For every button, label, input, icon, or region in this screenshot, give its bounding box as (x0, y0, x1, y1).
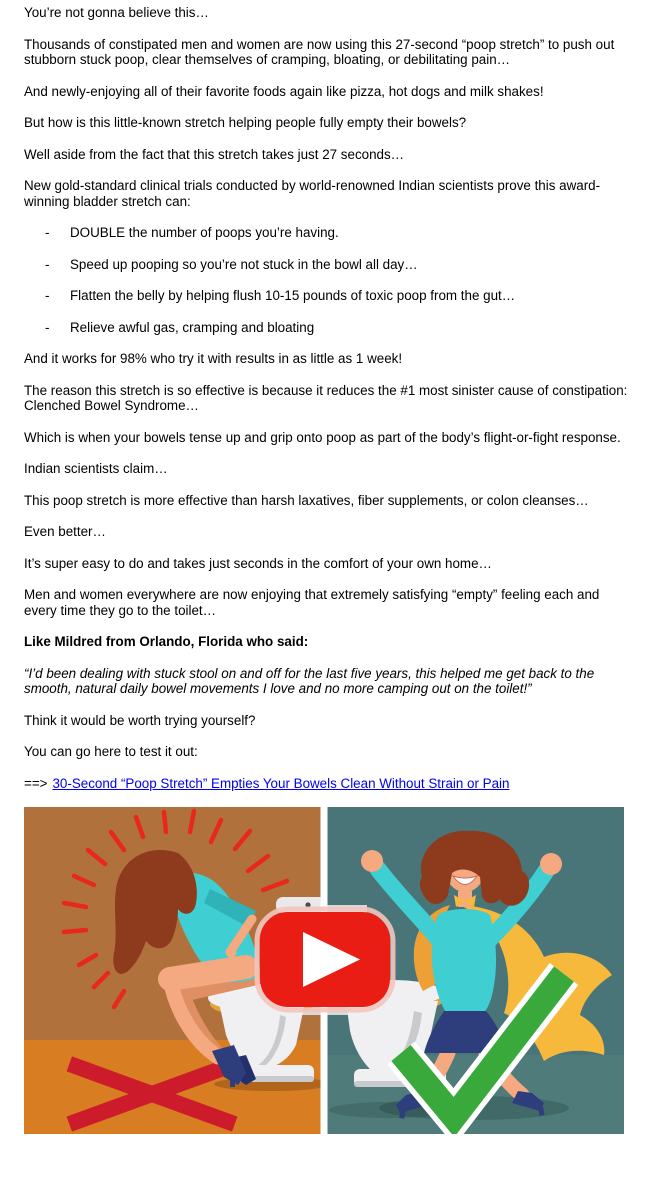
benefits-list (24, 225, 630, 335)
list-item (45, 288, 630, 304)
list-item-text: Flatten the belly by helping flush 10-15 pounds of toxic poop from the gut… (70, 288, 516, 303)
testimonial-quote: “I’d been dealing with stuck stool on and off for the last five years, this helped me get back to the smooth, natural daily bowel movements I love and no more camping out on the toilet!” (24, 665, 595, 696)
list-item-text: DOUBLE the number of poops you’re having. (70, 225, 339, 240)
cta-arrow: ==> (24, 775, 48, 791)
bullet-dash: - (45, 256, 50, 272)
paragraph-clinical-trials: New gold-standard clinical trials conducted by world-renowned Indian scientists prove this award-winning bladder stretch can: (24, 178, 601, 209)
testimonial-heading: Like Mildred from Orlando, Florida who said: (24, 634, 309, 649)
paragraph-bowels-tense: Which is when your bowels tense up and grip onto poop as part of the body’s flight-or-fight response. (24, 429, 621, 445)
list-item-text: Speed up pooping so you’re not stuck in the bowl all day… (70, 256, 418, 272)
paragraph-more-effective: This poop stretch is more effective than harsh laxatives, fiber supplements, or colon cleanses… (24, 492, 589, 508)
paragraph-worth-trying: Think it would be worth trying yourself? (24, 712, 256, 728)
paragraph-super-easy: It’s super easy to do and takes just seconds in the comfort of your own home… (24, 555, 492, 571)
paragraph-thousands: Thousands of constipated men and women are now using this 27-second “poop stretch” to push out stubborn stuck poop, clear themselves of cramping, bloating, or debilitating pain… (24, 36, 615, 67)
paragraph-reason: The reason this stretch is so effective is because it reduces the #1 most sinister cause of constipation: Clenched Bowel Syndrome… (24, 382, 628, 413)
paragraph-foods: And newly-enjoying all of their favorite foods again like pizza, hot dogs and milk shakes! (24, 83, 544, 99)
paragraph-27-seconds: Well aside from the fact that this stretch takes just 27 seconds… (24, 146, 405, 162)
bullet-dash: - (45, 319, 50, 335)
list-item-text: Relieve awful gas, cramping and bloating (70, 319, 315, 335)
bullet-dash: - (45, 225, 50, 240)
paragraph-go-here: You can go here to test it out: (24, 744, 198, 759)
list-item (45, 225, 630, 241)
list-item (45, 257, 630, 273)
list-item (45, 320, 630, 336)
paragraph-empty-feeling: Men and women everywhere are now enjoying that extremely satisfying “empty” feeling each and every time they go to the toilet… (24, 587, 600, 618)
paragraph-even-better: Even better… (24, 524, 106, 539)
bullet-dash: - (45, 288, 50, 303)
paragraph-scientists-claim: Indian scientists claim… (24, 461, 168, 476)
video-thumbnail[interactable] (24, 807, 624, 1134)
paragraph-question: But how is this little-known stretch helping people fully empty their bowels? (24, 115, 467, 130)
play-button[interactable] (257, 909, 393, 1010)
cta-line (24, 776, 630, 792)
paragraph-intro: You’re not gonna believe this… (24, 5, 209, 20)
paragraph-98-percent: And it works for 98% who try it with results in as little as 1 week! (24, 351, 403, 366)
cta-link[interactable]: 30-Second “Poop Stretch” Empties Your Bowels Clean Without Strain or Pain (52, 775, 510, 791)
